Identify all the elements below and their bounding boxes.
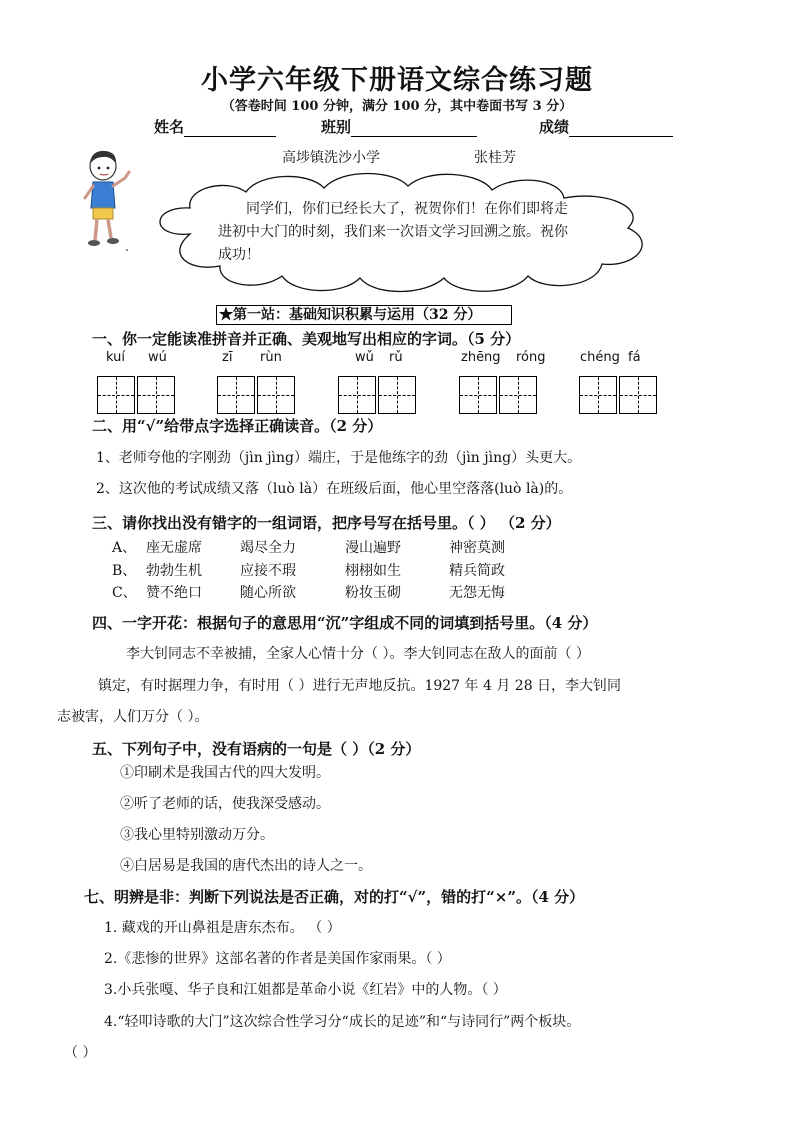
score-field[interactable] xyxy=(539,116,673,137)
q3-option-label: C、 xyxy=(112,585,137,601)
q5-item: ④白居易是我国的唐代杰出的诗人之一。 xyxy=(120,858,372,874)
q3-word: 粉妆玉砌 xyxy=(345,585,401,601)
pinyin: wú xyxy=(148,350,167,365)
writing-grid-box[interactable] xyxy=(459,376,497,414)
class-blank[interactable] xyxy=(351,122,477,137)
pinyin: zhēng xyxy=(461,350,501,365)
name-label: 姓名 xyxy=(154,118,185,136)
boy-illustration xyxy=(75,142,135,254)
school-name: 高埗镇洗沙小学 xyxy=(282,150,380,166)
q5-item: ①印刷术是我国古代的四大发明。 xyxy=(120,765,330,781)
q7-item: 3.小兵张嘎、华子良和江姐都是革命小说《红岩》中的人物。（ ） xyxy=(104,982,507,998)
writing-grid-box[interactable] xyxy=(217,376,255,414)
writing-grid-box[interactable] xyxy=(499,376,537,414)
q3-word: 座无虚席 xyxy=(146,540,202,556)
class-field[interactable] xyxy=(321,116,477,137)
q5-title: 五、下列句子中，没有语病的一句是（ ）（2 分） xyxy=(92,740,421,758)
pinyin: zī xyxy=(222,350,233,365)
class-label: 班别 xyxy=(321,118,352,136)
q4-paragraph-line: 李大钊同志不幸被捕，全家人心情十分（ ）。李大钊同志在敌人的面前（ ） xyxy=(126,646,590,662)
pinyin: wǔ xyxy=(355,350,374,365)
q7-item: 2.《悲惨的世界》这部名著的作者是美国作家雨果。（ ） xyxy=(104,951,451,967)
q3-word: 无怨无悔 xyxy=(449,585,505,601)
q3-word: 勃勃生机 xyxy=(146,563,202,579)
writing-grid-box[interactable] xyxy=(378,376,416,414)
writing-grid-box[interactable] xyxy=(619,376,657,414)
cloud-message: 同学们，你们已经长大了，祝贺你们！在你们即将走进初中大门的时刻，我们来一次语文学习回溯之旅。祝你成功！ xyxy=(218,201,568,263)
q7-item: 4.“轻叩诗歌的大门”这次综合性学习分“成长的足迹”和“与诗同行”两个板块。 xyxy=(104,1014,581,1030)
q2-item: 1、老师夸他的字刚劲（jìn jìng）端庄，于是他练字的劲（jìn jìng）头更大。 xyxy=(96,450,582,466)
writing-grid-box[interactable] xyxy=(137,376,175,414)
q3-word: 随心所欲 xyxy=(240,585,296,601)
q3-word: 漫山遍野 xyxy=(345,540,401,556)
pinyin: fá xyxy=(628,350,641,365)
page-title: 小学六年级下册语文综合练习题 xyxy=(201,65,593,96)
q3-option-label: B、 xyxy=(112,563,137,579)
q3-word: 应接不瑕 xyxy=(240,563,296,579)
q3-title: 三、请你找出没有错字的一组词语，把序号写在括号里。（ ） （2 分） xyxy=(92,514,561,532)
station-1-heading: ★第一站：基础知识积累与运用（32 分） xyxy=(216,305,512,325)
q4-title: 四、一字开花：根据句子的意思用“沉”字组成不同的词填到括号里。（4 分） xyxy=(92,614,598,632)
q3-word: 赞不绝口 xyxy=(146,585,202,601)
q4-paragraph-line: 镇定，有时据理力争，有时用（ ）进行无声地反抗。1927 年 4 月 28 日，李大钊同 xyxy=(98,678,622,694)
writing-grid-box[interactable] xyxy=(338,376,376,414)
q7-answer-paren[interactable]: （ ） xyxy=(64,1045,97,1061)
q3-word: 精兵简政 xyxy=(449,563,505,579)
page-subtitle: （答卷时间 100 分钟，满分 100 分，其中卷面书写 3 分） xyxy=(221,99,573,114)
q4-paragraph-line: 志被害，人们万分（ ）。 xyxy=(57,709,209,725)
pinyin: rǔ xyxy=(389,350,403,365)
score-blank[interactable] xyxy=(569,122,673,137)
pinyin: róng xyxy=(516,350,546,365)
writing-grid-box[interactable] xyxy=(257,376,295,414)
name-blank[interactable] xyxy=(184,122,276,137)
q7-item: 1. 藏戏的开山鼻祖是唐东杰布。 （ ） xyxy=(104,920,341,936)
writing-grid-box[interactable] xyxy=(97,376,135,414)
q1-title: 一、你一定能读准拼音并正确、美观地写出相应的字词。（5 分） xyxy=(92,330,521,348)
q5-item: ③我心里特别激动万分。 xyxy=(120,827,274,843)
q5-item: ②听了老师的话，使我深受感动。 xyxy=(120,796,330,812)
score-label: 成绩 xyxy=(539,118,570,136)
q3-option-label: A、 xyxy=(112,540,137,556)
pinyin: kuí xyxy=(106,350,125,365)
q2-title: 二、用“√”给带点字选择正确读音。（2 分） xyxy=(92,417,383,435)
name-field[interactable] xyxy=(154,116,276,137)
pinyin: chéng xyxy=(580,350,620,365)
q7-title: 七、明辨是非：判断下列说法是否正确，对的打“√”，错的打“×”。（4 分） xyxy=(84,888,585,906)
q2-item: 2、这次他的考试成绩又落（luò là）在班级后面，他心里空落落(luò là)的。 xyxy=(96,481,573,497)
pinyin: rùn xyxy=(260,350,282,365)
writing-grid-box[interactable] xyxy=(579,376,617,414)
q3-word: 竭尽全力 xyxy=(240,540,296,556)
q3-word: 神密莫测 xyxy=(449,540,505,556)
q3-word: 栩栩如生 xyxy=(345,563,401,579)
author-name: 张桂芳 xyxy=(474,150,516,166)
